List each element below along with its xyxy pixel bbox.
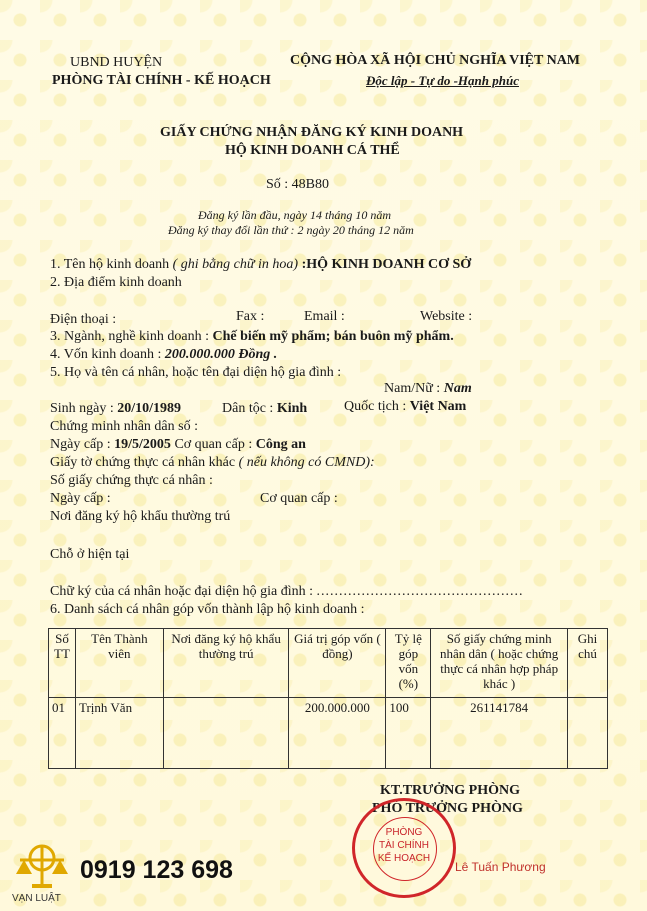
dob-label: Sinh ngày : [50, 401, 114, 416]
table-header: Tên Thành viên [75, 629, 163, 698]
id-label: Chứng minh nhân dân số : [50, 419, 198, 434]
seal-text: PHÒNG [385, 827, 423, 838]
seal-text: TÀI CHÍNH [379, 840, 429, 851]
signing-title: KT.TRƯỞNG PHÒNG [380, 783, 520, 798]
ethnic-value: Kinh [276, 401, 308, 416]
issue-date-label: Ngày cấp : [50, 437, 111, 452]
signature-dots: .............................................. [316, 584, 524, 599]
official-seal [352, 798, 456, 898]
table-header: Tỷ lệ góp vốn (%) [386, 629, 431, 698]
table-cell: 01 [49, 698, 76, 769]
table-cell [568, 698, 608, 769]
issuer-label: Cơ quan cấp : [174, 437, 253, 452]
fax-label: Fax : [236, 309, 265, 324]
household-label: Nơi đăng ký hộ khẩu thường trú [50, 509, 231, 524]
field2-label: 2. Địa điểm kinh doanh [50, 275, 182, 290]
issue-date-value: 19/5/2005 [114, 437, 171, 452]
website-label: Website : [420, 309, 473, 324]
ethnic-label: Dân tộc : [222, 401, 274, 416]
document-title: GIẤY CHỨNG NHẬN ĐĂNG KÝ KINH DOANH [160, 125, 464, 140]
field3-value: Chế biến mỹ phẩm; bán buôn mỹ phẩm. [212, 329, 454, 344]
other-doc-hint: ( nếu không có CMND): [238, 455, 375, 470]
field4-label: 4. Vốn kinh doanh : [50, 347, 162, 362]
phone-label: Điện thoại : [50, 312, 117, 327]
signing-subtitle: PHÓ TRƯỞNG PHÒNG [372, 801, 523, 816]
other-doc-label: Giấy tờ chứng thực cá nhân khác [50, 455, 236, 470]
signature-label: Chữ ký của cá nhân hoặc đại diện hộ gia đình : [50, 584, 314, 599]
table-cell: Trịnh Văn [75, 698, 163, 769]
signer-name: Lê Tuấn Phương [455, 860, 546, 874]
field1-label: 1. Tên hộ kinh doanh [50, 257, 170, 272]
header-authority: UBND HUYỆN [70, 55, 163, 70]
dob-value: 20/10/1989 [117, 401, 182, 416]
gender-value: Nam [443, 381, 472, 396]
table-row [49, 698, 608, 769]
scales-logo-icon [12, 842, 72, 892]
table-header: Giá trị góp vốn ( đồng) [289, 629, 386, 698]
field3-label: 3. Ngành, nghề kinh doanh : [50, 329, 210, 344]
issuer-value: Công an [255, 437, 306, 452]
first-registration: Đăng ký lần đầu, ngày 14 tháng 10 năm [198, 208, 391, 222]
table-cell: 261141784 [431, 698, 568, 769]
header-motto: Độc lập - Tự do -Hạnh phúc [366, 73, 519, 88]
field1-value: :HỘ KINH DOANH CƠ SỞ [301, 257, 472, 272]
field1-hint: ( ghi bằng chữ in hoa) [172, 257, 299, 272]
certificate-number: Số : 48B80 [266, 177, 330, 192]
table-header: Số giấy chứng minh nhân dân ( hoặc chứng thực cá nhân hợp pháp khác ) [431, 629, 568, 698]
brand-name: VẠN LUẬT [12, 893, 61, 904]
residence-label: Chỗ ở hiện tại [50, 547, 130, 562]
gender-label: Nam/Nữ : [384, 381, 441, 396]
members-table [48, 628, 608, 769]
issuer2-label: Cơ quan cấp : [260, 491, 338, 506]
table-header: Số TT [49, 629, 76, 698]
nationality-value: Việt Nam [409, 399, 467, 414]
nationality-label: Quốc tịch : [344, 399, 407, 414]
seal-text: KẾ HOẠCH [377, 853, 431, 864]
change-registration: Đăng ký thay đổi lần thứ : 2 ngày 20 tháng 12 năm [168, 223, 414, 237]
field6-label: 6. Danh sách cá nhân góp vốn thành lập hộ kinh doanh : [50, 602, 365, 617]
issue-date2-label: Ngày cấp : [50, 491, 111, 506]
table-header: Ghi chú [568, 629, 608, 698]
table-cell: 100 [386, 698, 431, 769]
table-header-row [49, 629, 608, 698]
email-label: Email : [304, 309, 345, 324]
table-cell: 200.000.000 [289, 698, 386, 769]
document-subtitle: HỘ KINH DOANH CÁ THỂ [225, 143, 400, 158]
hotline-phone[interactable]: 0919 123 698 [80, 856, 233, 884]
header-department: PHÒNG TÀI CHÍNH - KẾ HOẠCH [52, 73, 271, 88]
doc-number-label: Số giấy chứng thực cá nhân : [50, 473, 213, 488]
table-cell [163, 698, 289, 769]
header-country: CỘNG HÒA XÃ HỘI CHỦ NGHĨA VIỆT NAM [290, 53, 581, 68]
field4-value: 200.000.000 Đồng . [164, 347, 278, 362]
field5-label: 5. Họ và tên cá nhân, hoặc tên đại diện hộ gia đình : [50, 365, 342, 380]
table-header: Nơi đăng ký hộ khẩu thường trú [163, 629, 289, 698]
